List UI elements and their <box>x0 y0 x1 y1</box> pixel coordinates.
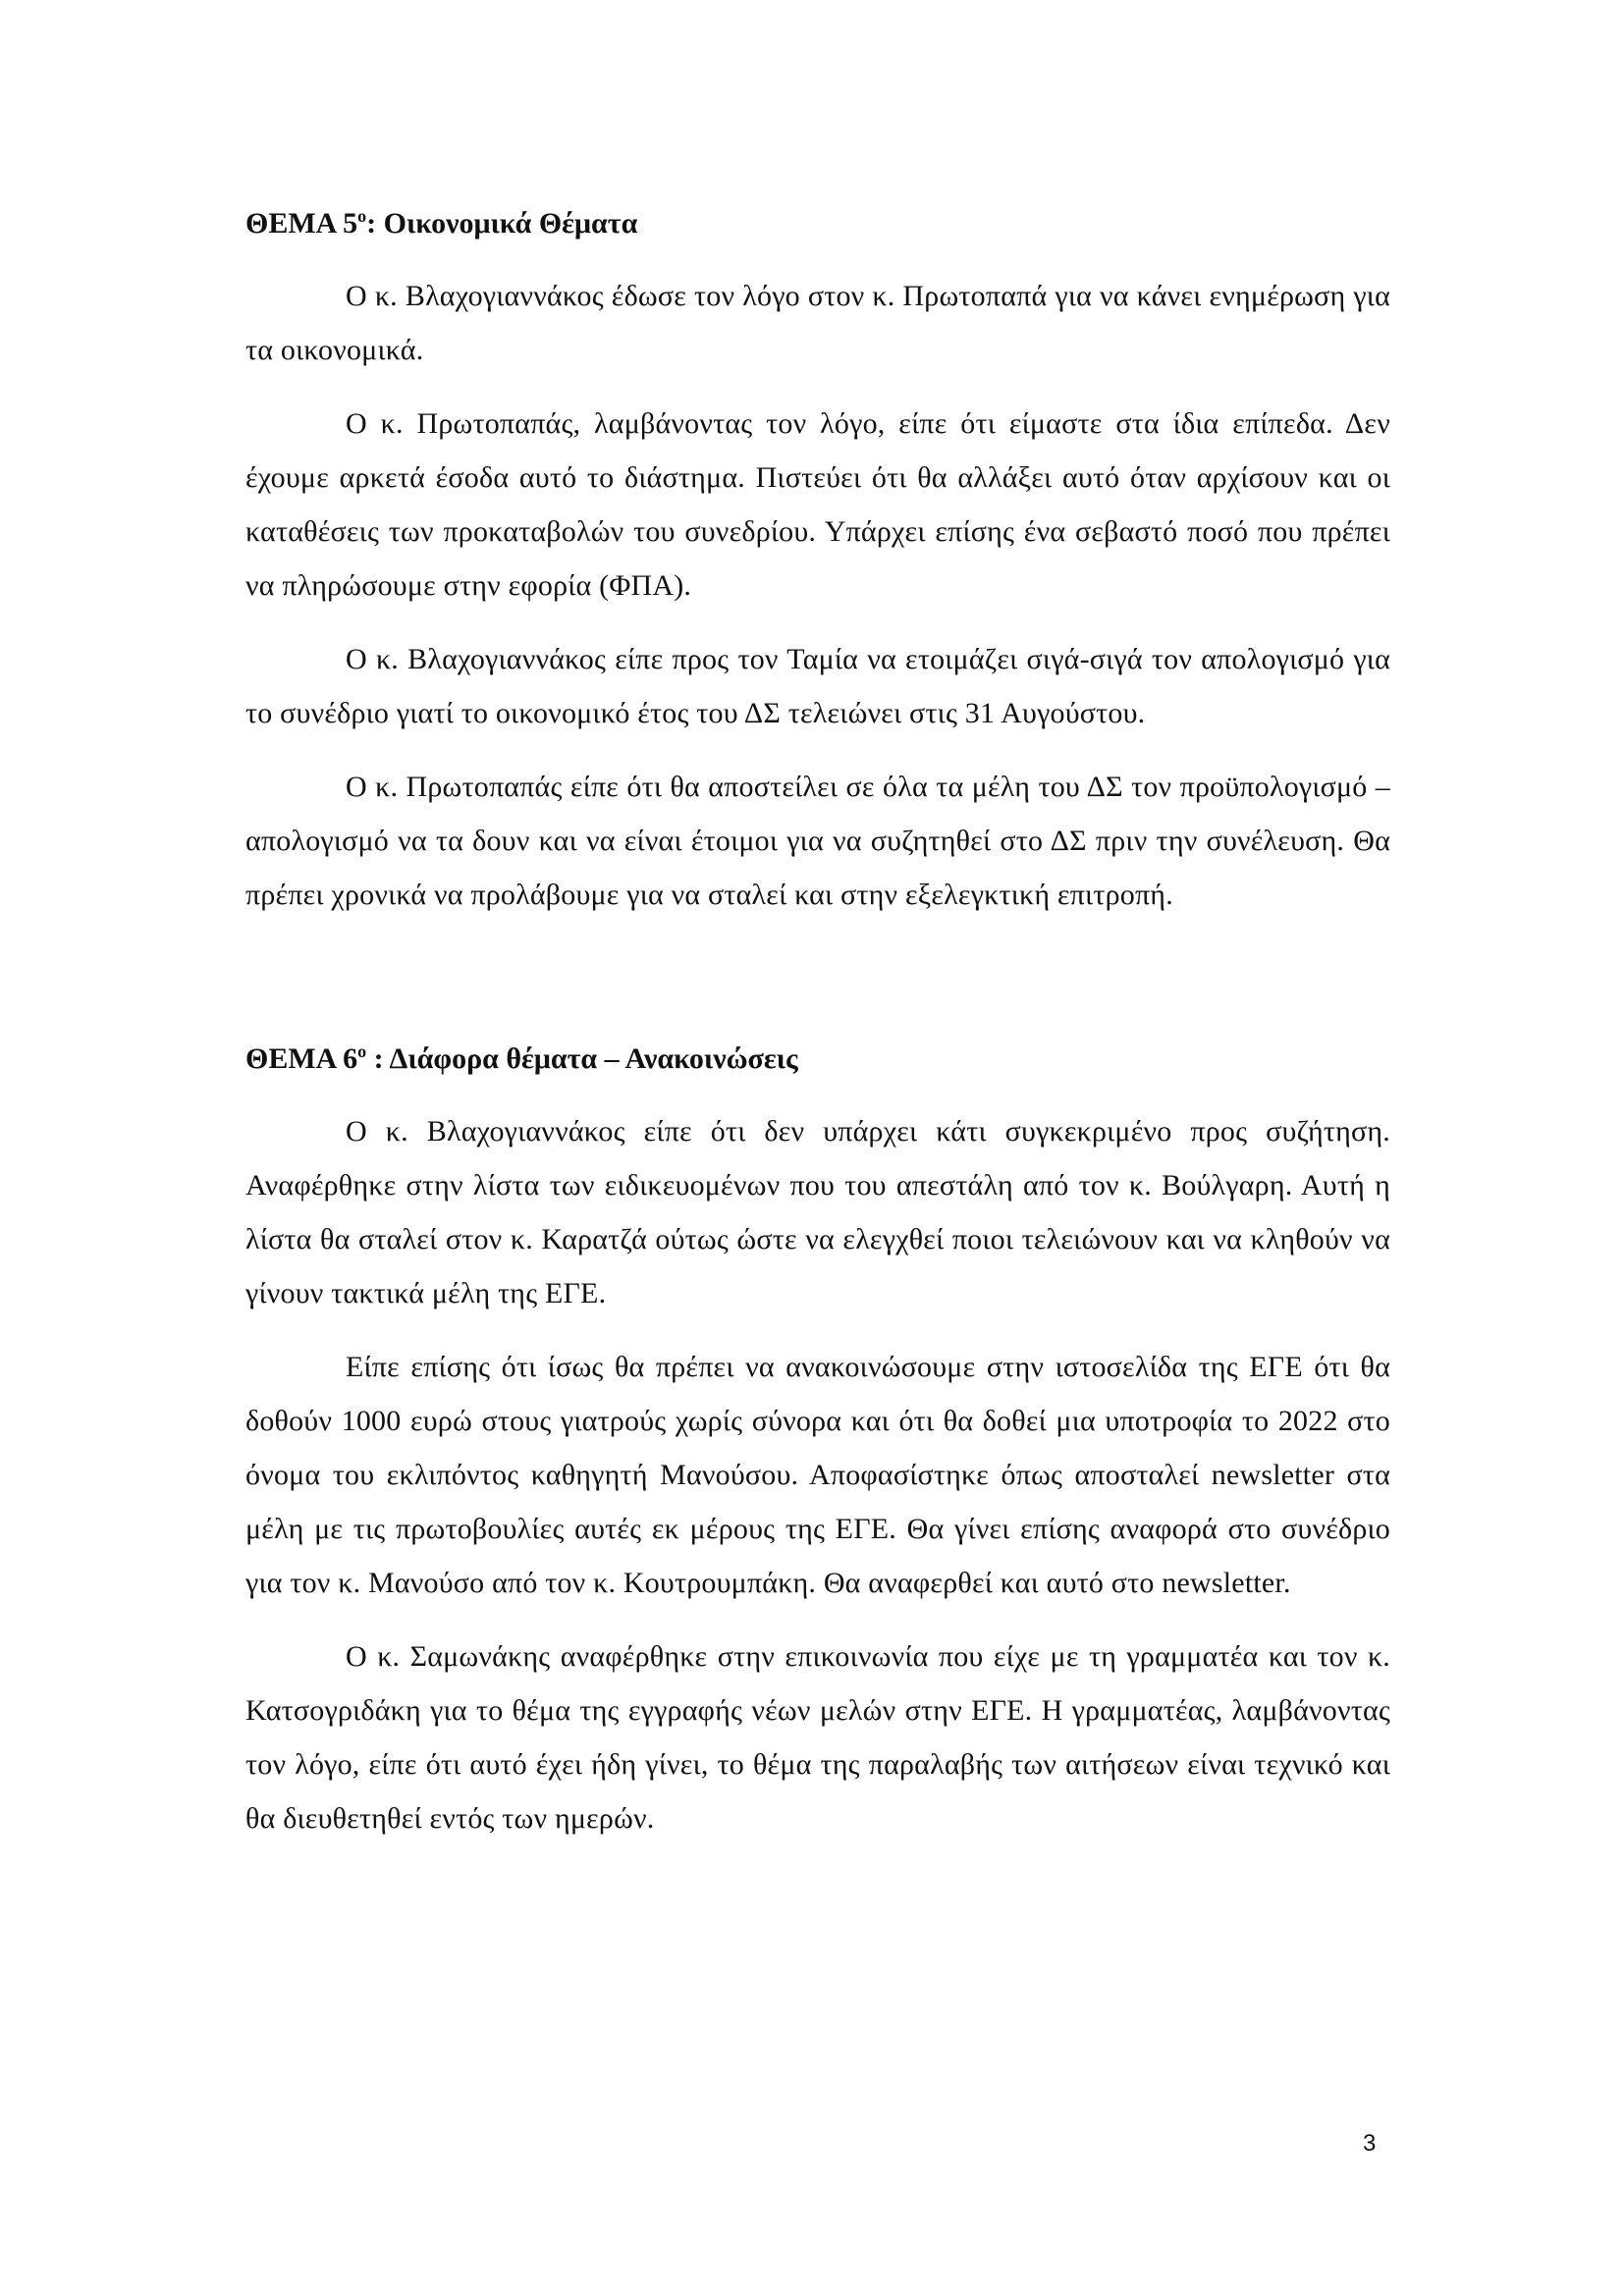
paragraph: Ο κ. Σαμωνάκης αναφέρθηκε στην επικοινωνία που είχε με τη γραμματέα και τον κ. Κατσογριδάκη για το θέμα της εγγραφής νέων μελών στην ΕΓΕ. Η γραμματέας, λαμβάνοντας τον λόγο, είπε ότι αυτό έχει ήδη γίνει, το θέμα της παραλαβής των αιτήσεων είναι τεχνικό και θα διευθετηθεί εντός των ημερών. <box>245 1640 1390 1835</box>
paragraph: Είπε επίσης ότι ίσως θα πρέπει να ανακοινώσουμε στην ιστοσελίδα της ΕΓΕ ότι θα δοθούν 1000 ευρώ στους γιατρούς χωρίς σύνορα και ότι θα δοθεί μια υποτροφία το 2022 στο όνομα του εκλιπόντος καθηγητή Μανούσου. Αποφασίστηκε όπως αποσταλεί newsletter στα μέλη με τις πρωτοβουλίες αυτές εκ μέρους της ΕΓΕ. Θα γίνει επίσης αναφορά στο συνέδριο για τον κ. Μανούσο από τον κ. Κουτρουμπάκη. Θα αναφερθεί και αυτό στο newsletter. <box>245 1351 1390 1599</box>
heading-number: ΘΕΜΑ 5 <box>245 207 358 240</box>
section-spacer <box>245 922 1390 1030</box>
paragraph: Ο κ. Βλαχογιαννάκος είπε προς τον Ταμία να ετοιμάζει σιγά-σιγά τον απολογισμό για το συνέδριο γιατί το οικονομικό έτος του ΔΣ τελειώνει στις 31 Αυγούστου. <box>245 643 1390 729</box>
paragraph: Ο κ. Πρωτοπαπάς, λαμβάνοντας τον λόγο, είπε ότι είμαστε στα ίδια επίπεδα. Δεν έχουμε αρκετά έσοδα αυτό το διάστημα. Πιστεύει ότι θα αλλάξει αυτό όταν αρχίσουν και οι καταθέσεις των προκαταβολών του συνεδρίου. Υπάρχει επίσης ένα σεβαστό ποσό που πρέπει να πληρώσουμε στην εφορία (ΦΠΑ). <box>245 407 1390 602</box>
section-heading-6 <box>245 1030 1390 1081</box>
paragraph: Ο κ. Βλαχογιαννάκος είπε ότι δεν υπάρχει κάτι συγκεκριμένο προς συζήτηση. Αναφέρθηκε στην λίστα των ειδικευομένων που του απεστάλη από τον κ. Βούλγαρη. Αυτή η λίστα θα σταλεί στον κ. Καρατζά ούτως ώστε να ελεγχθεί ποιοι τελειώνουν και να κληθούν να γίνουν τακτικά μέλη της ΕΓΕ. <box>245 1115 1390 1309</box>
section-heading-5 <box>245 194 1390 245</box>
paragraph: Ο κ. Βλαχογιαννάκος έδωσε τον λόγο στον κ. Πρωτοπαπά για να κάνει ενημέρωση για τα οικονομικά. <box>245 280 1390 366</box>
paragraph: Ο κ. Πρωτοπαπάς είπε ότι θα αποστείλει σε όλα τα μέλη του ΔΣ τον προϋπολογισμό – απολογισμό να τα δουν και να είναι έτοιμοι για να συζητηθεί στο ΔΣ πριν την συνέλευση. Θα πρέπει χρονικά να προλάβουμε για να σταλεί και στην εξελεγκτική επιτροπή. <box>245 771 1390 911</box>
heading-title: : Οικονομικά Θέματα <box>366 207 638 240</box>
heading-title: : Διάφορα θέματα – Ανακοινώσεις <box>366 1042 798 1075</box>
heading-number: ΘΕΜΑ 6 <box>245 1042 358 1075</box>
heading-superscript: ο <box>357 1041 367 1061</box>
page-content <box>245 194 1390 1845</box>
page-number: 3 <box>1363 2130 1377 2157</box>
heading-superscript: ο <box>357 206 367 226</box>
